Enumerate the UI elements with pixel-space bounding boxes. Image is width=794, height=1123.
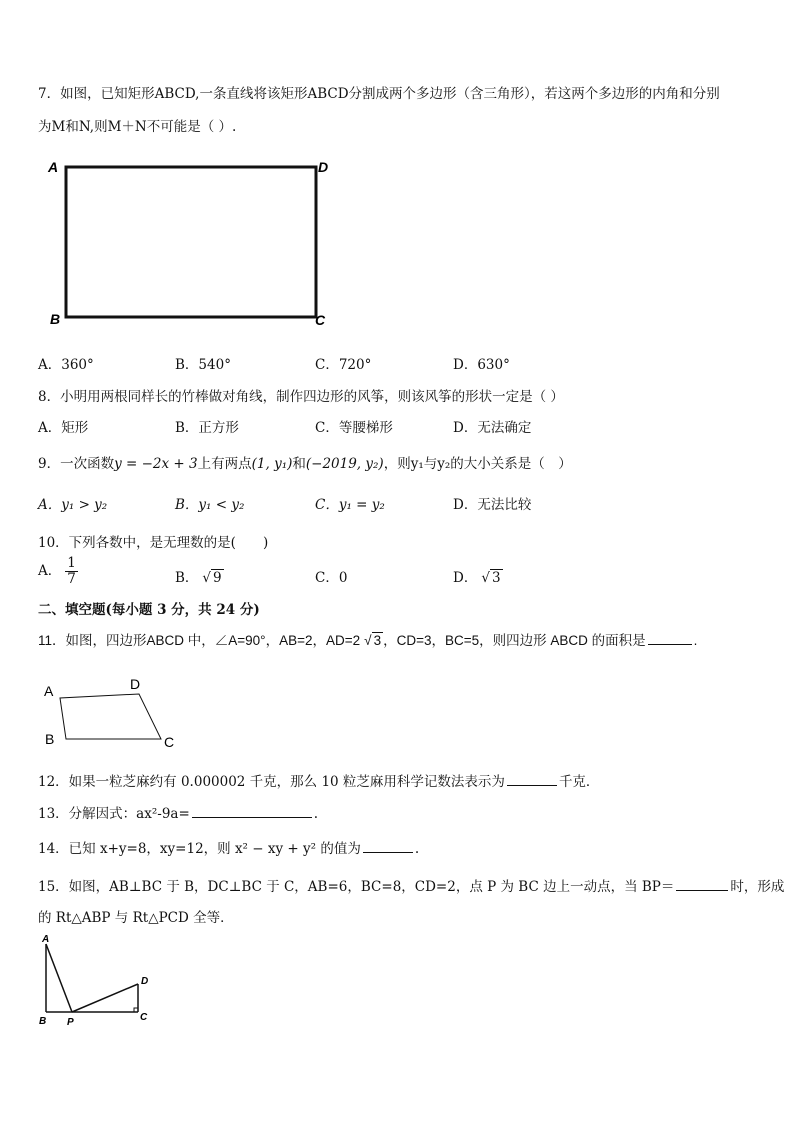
q7-line2: 为M和N,则M＋N不可能是（ ）.: [38, 119, 237, 135]
label-C: C: [164, 734, 175, 750]
q9-prefix: 9．一次函数: [38, 456, 115, 472]
q14-end: .: [414, 841, 420, 857]
q9-point2: (−2019, y₂): [305, 456, 384, 472]
q13-text: [38, 802, 318, 822]
q7-option-c: C．720°: [315, 357, 372, 373]
q8-option-a: A．矩形: [38, 420, 89, 436]
sqrt-three: √ 3: [481, 570, 501, 586]
q9-mid: 上有两点: [197, 456, 252, 472]
q10-option-c: C．0: [315, 570, 348, 586]
q10-option-a: [38, 556, 78, 587]
label-P: P: [67, 1017, 74, 1028]
q12-end: 千克．: [558, 774, 600, 790]
fraction-denominator: 7: [67, 571, 76, 587]
label-A: A: [48, 159, 59, 175]
q15-line2: 的 Rt△ABP 与 Rt△PCD 全等．: [38, 910, 234, 926]
label-B: B: [50, 311, 61, 327]
q14-text: [38, 837, 419, 857]
label-D: D: [141, 976, 149, 987]
fraction-numerator: 1: [67, 555, 76, 571]
q7-option-b: B．540°: [175, 357, 231, 373]
q13-answer-blank[interactable]: [192, 804, 312, 818]
sqrt-three-q11: √ 3: [364, 633, 382, 648]
q13-text-main: 13．分解因式：ax²-9a=: [38, 806, 190, 822]
q9-text: [38, 452, 572, 472]
q11-text-after: ，CD=3，BC=5，则四边形 ABCD 的面积是: [383, 633, 646, 648]
q9-option-d: D．无法比较: [453, 497, 532, 513]
triangles-figure: [36, 930, 166, 1030]
q10-option-d-label: D．: [453, 570, 478, 586]
q9-and: 和: [292, 456, 306, 472]
q11-end: .: [693, 633, 698, 648]
radicand-three: 3: [491, 570, 501, 586]
q10-option-b: [175, 566, 224, 586]
q10-option-b-label: B．: [175, 570, 199, 586]
label-D: D: [130, 676, 141, 692]
q14-answer-blank[interactable]: [363, 839, 413, 853]
q14-text-main: 14．已知 x+y=8，xy=12，则 x² − xy + y² 的值为: [38, 841, 361, 857]
fraction-one-seventh: [65, 556, 78, 587]
label-B: B: [45, 731, 55, 747]
q8-option-c: C．等腰梯形: [315, 420, 393, 436]
q9-option-b: B．y₁ < y₂: [175, 497, 245, 513]
q11-answer-blank[interactable]: [648, 631, 692, 645]
q9-option-c: C．y₁ = y₂: [315, 497, 385, 513]
sqrt-nine: √ 9: [202, 570, 222, 586]
rectangle-figure: [40, 150, 340, 335]
q7-option-a: A．360°: [38, 357, 94, 373]
q7-option-d: D．630°: [453, 357, 510, 373]
q9-option-a: A．y₁ > y₂: [38, 497, 108, 513]
label-B: B: [39, 1016, 47, 1027]
q11-text-before: 11．如图，四边形ABCD 中，∠A=90°，AB=2，AD=: [38, 633, 353, 648]
label-C: C: [140, 1012, 148, 1023]
q12-answer-blank[interactable]: [507, 772, 557, 786]
section2-title: 二、填空题(每小题 3 分，共 24 分): [38, 602, 260, 618]
q8-option-b: B．正方形: [175, 420, 239, 436]
label-C: C: [315, 312, 326, 328]
label-A: A: [42, 934, 50, 945]
q13-end: .: [313, 806, 319, 822]
q15-answer-blank[interactable]: [676, 877, 728, 891]
q12-text-main: 12．如果一粒芝麻约有 0.000002 千克，那么 10 粒芝麻用科学记数法表示为: [38, 774, 505, 790]
q11-coef: 2: [352, 633, 361, 648]
q8-option-d: D．无法确定: [453, 420, 532, 436]
q7-line1: 7．如图，已知矩形ABCD,一条直线将该矩形ABCD分割成两个多边形（含三角形），若这两个多边形的内角和分别: [38, 86, 720, 102]
label-D: D: [318, 159, 329, 175]
q10-option-a-label: A．: [38, 563, 62, 579]
q9-function: y = −2x + 3: [114, 456, 198, 472]
q15-line1: [38, 875, 784, 895]
q9-suffix: ，则y₁与y₂的大小关系是（ ）: [383, 456, 572, 472]
q12-text: [38, 770, 599, 790]
q11-radicand: 3: [373, 633, 382, 648]
q10-text: 10．下列各数中，是无理数的是( ): [38, 535, 269, 551]
q11-text: [38, 629, 697, 649]
q9-point1: (1, y₁): [251, 456, 293, 472]
quadrilateral-figure: [40, 672, 190, 752]
q15-line1-end: 时，形成: [730, 879, 785, 895]
q10-option-d: [453, 566, 503, 586]
q15-line1-main: 15．如图，AB⊥BC 于 B，DC⊥BC 于 C，AB=6，BC=8，CD=2，点 P 为 BC 边上一动点，当 BP＝: [38, 879, 675, 895]
label-A: A: [44, 683, 54, 699]
radicand-nine: 9: [213, 570, 222, 586]
q8-text: 8．小明用两根同样长的竹棒做对角线，制作四边形的风筝，则该风筝的形状一定是（ ）: [38, 389, 564, 405]
